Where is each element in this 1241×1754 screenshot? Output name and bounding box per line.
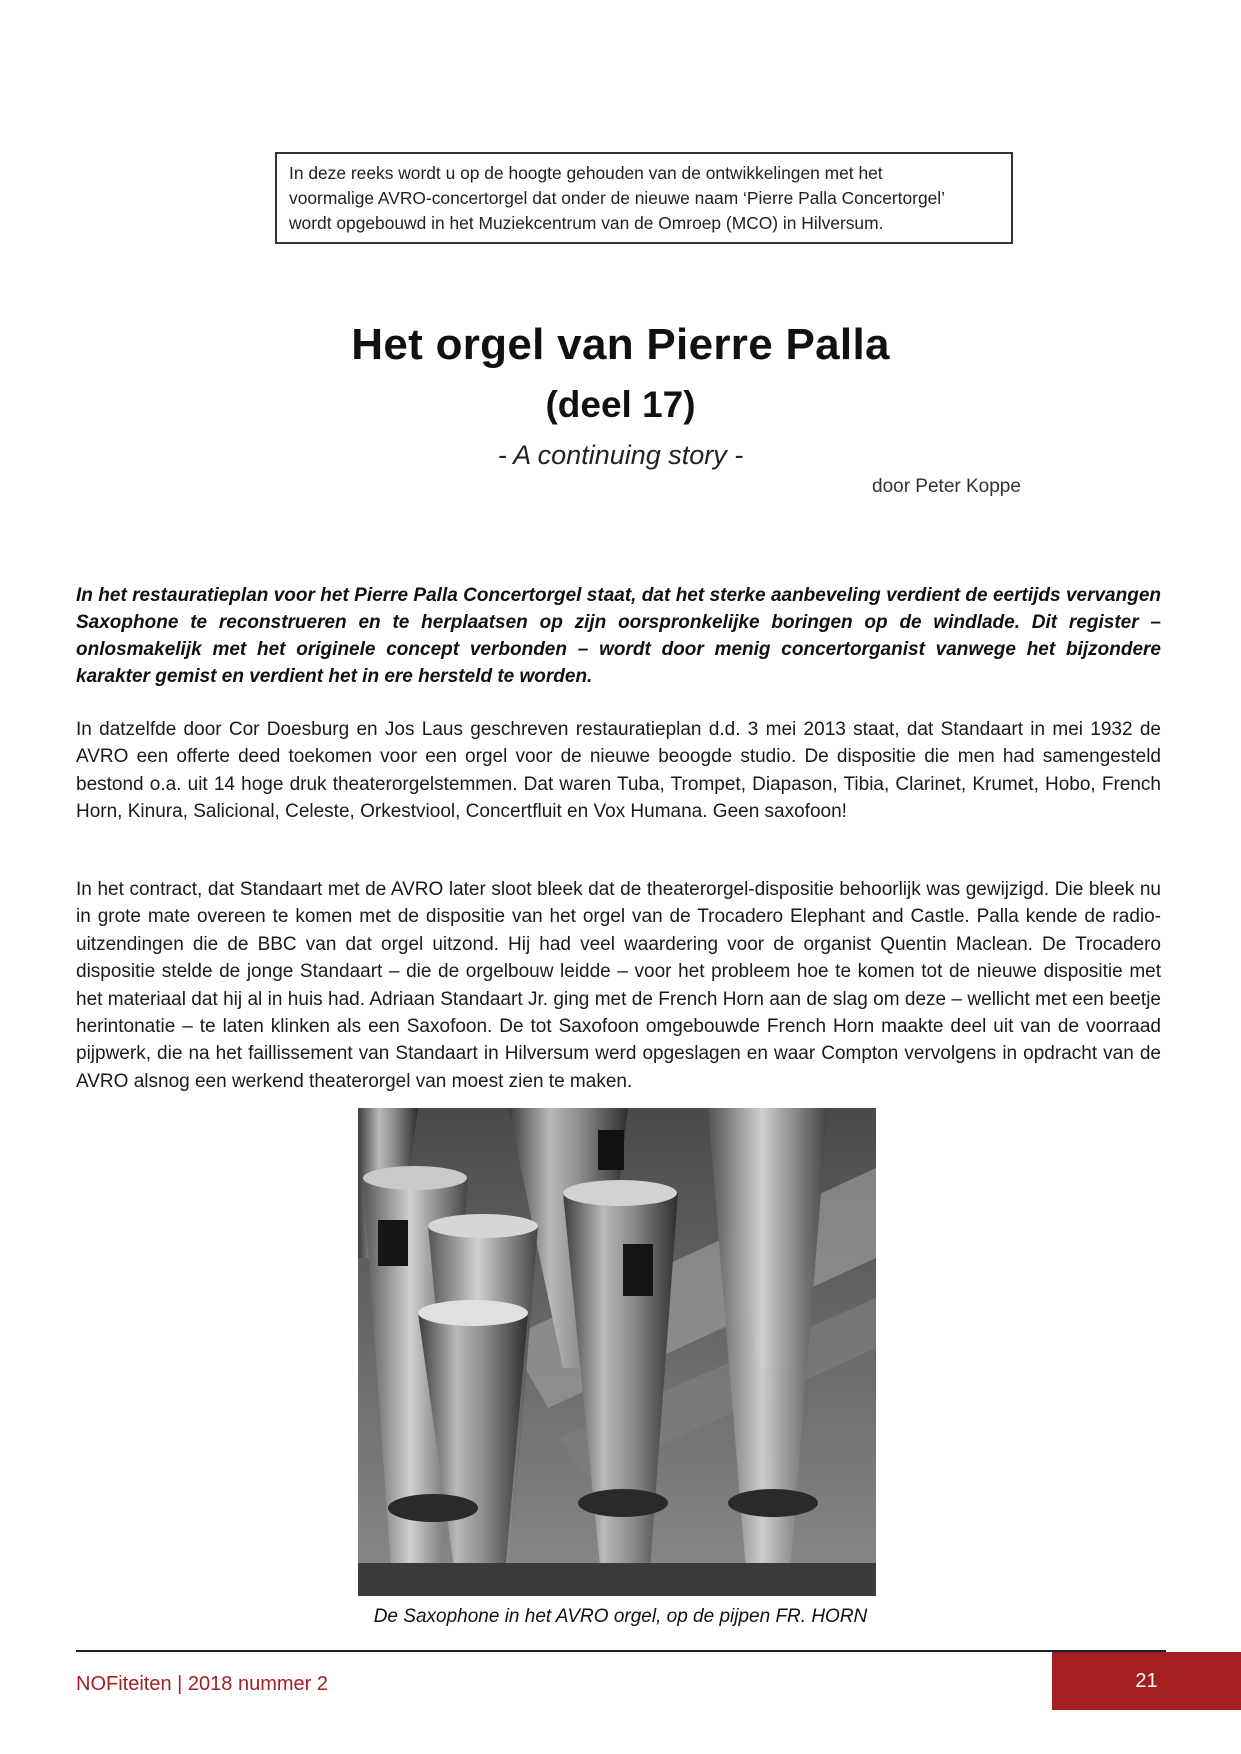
intro-line-3: wordt opgebouwd in het Muziekcentrum van de Omroep (MCO) in Hilversum.	[289, 213, 884, 233]
series-intro-box	[275, 152, 1013, 244]
organ-pipes-illustration	[358, 1108, 876, 1596]
author-byline: door Peter Koppe	[872, 476, 1021, 497]
footer-divider	[76, 1650, 1166, 1652]
body-paragraph-2: In het contract, dat Standaart met de AVRO later sloot bleek dat de theaterorgel-dispositie behoorlijk was gewijzigd. Die bleek nu in grote mate overeen te komen met de dispositie van het orgel van de Trocadero Elephant and Castle. Palla kende de radio-uitzendingen die de BBC van dat orgel uitzond. Hij had veel waardering voor de organist Quentin Maclean. De Trocadero dispositie stelde de jonge Standaart – die de orgelbouw leidde – voor het probleem hoe te komen tot de nieuwe dispositie met het materiaal dat hij al in huis had. Adriaan Standaart Jr. ging met de French Horn aan de slag om deze – wellicht met een beetje herintonatie – te laten klinken als een Saxofoon. De tot Saxofoon omgebouwde French Horn maakte deel uit van de voorraad pijpwerk, die na het faillissement van Standaart in Hilversum werd opgeslagen en waar Compton vervolgens in opdracht van de AVRO alsnog een werkend theaterorgel van moest zien te maken.	[76, 879, 1161, 1092]
page-number-badge: 21	[1052, 1652, 1241, 1710]
article-title: Het orgel van Pierre Palla	[351, 320, 890, 369]
intro-line-2: voormalige AVRO-concertorgel dat onder de nieuwe naam ‘Pierre Palla Concertorgel’	[289, 188, 946, 208]
article-part-number: (deel 17)	[545, 384, 696, 425]
saxophone-pipes-photo	[358, 1108, 876, 1596]
photo-caption: De Saxophone in het AVRO orgel, op de pijpen FR. HORN	[373, 1606, 868, 1627]
intro-line-1: In deze reeks wordt u op de hoogte gehouden van de ontwikkelingen met het	[289, 163, 883, 183]
article-tagline: - A continuing story -	[497, 440, 744, 470]
body-paragraph-1: In datzelfde door Cor Doesburg en Jos Laus geschreven restauratieplan d.d. 3 mei 2013 staat, dat Standaart in mei 1932 de AVRO een offerte deed toekomen voor een orgel voor de nieuwe beoogde studio. De dispositie die men had samengesteld bestond o.a. uit 14 hoge druk theaterorgelstemmen. Dat waren Tuba, Trompet, Diapason, Tibia, Clarinet, Krumet, Hobo, French Horn, Kinura, Salicional, Celeste, Orkestviool, Concertfluit en Vox Humana. Geen saxofoon!	[76, 719, 1161, 823]
lead-paragraph: In het restauratieplan voor het Pierre Palla Concertorgel staat, dat het sterke aanbeveling verdient de eertijds vervangen Saxophone te reconstrueren en te herplaatsen op zijn oorspronkelijke boringen op de windlade. Dit register – onlosmakelijk met het originele concept verbonden – wordt door menig concertorganist vanwege het bijzondere karakter gemist en verdient het in ere hersteld te worden.	[76, 585, 1161, 687]
publication-info: NOFiteiten | 2018 nummer 2	[76, 1673, 328, 1695]
